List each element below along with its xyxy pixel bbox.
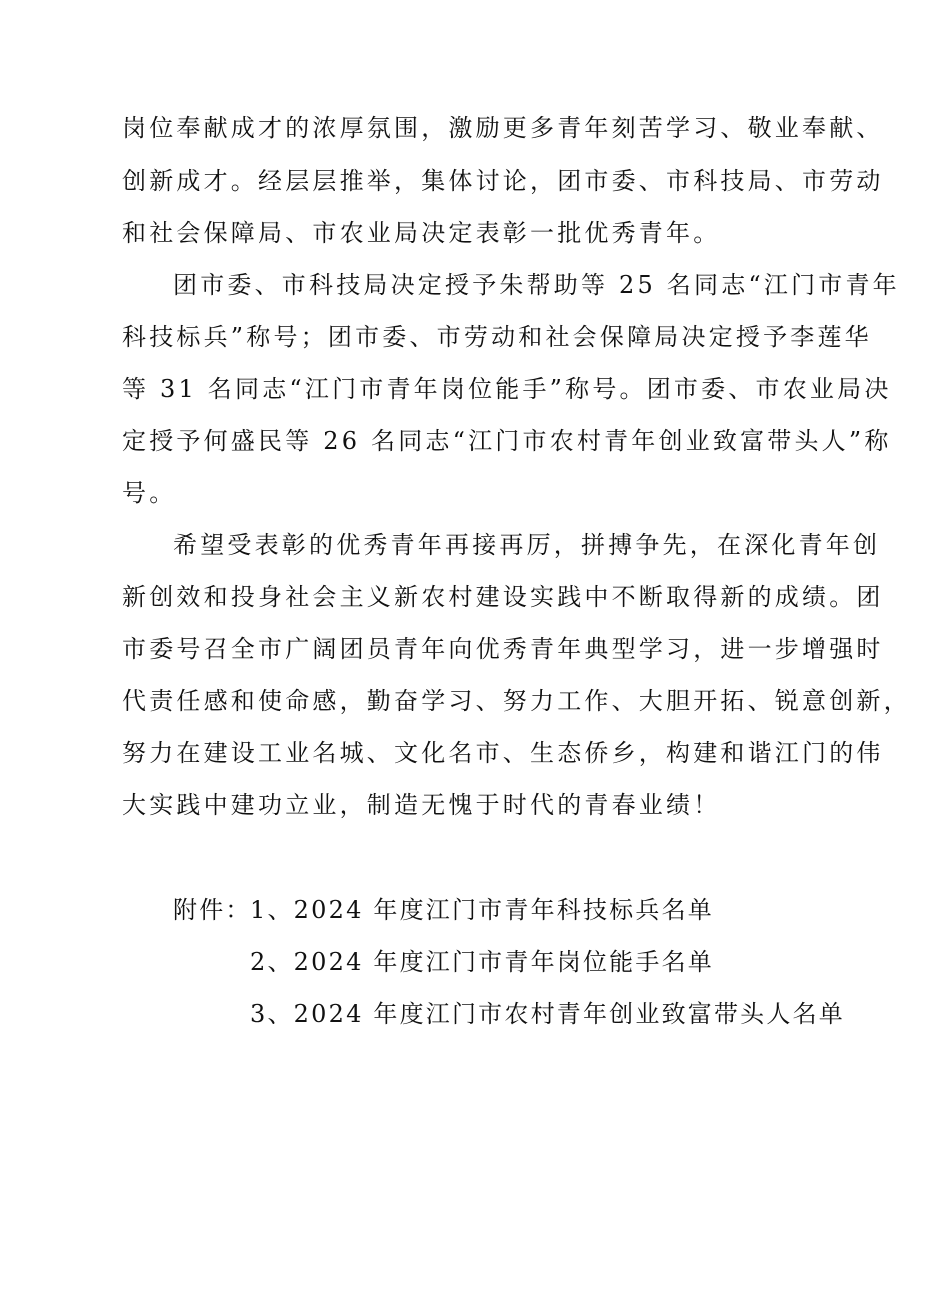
paragraph-2-line-5: 号。 (122, 479, 177, 507)
paragraph-3-line-3: 市委号召全市广阔团员青年向优秀青年典型学习，进一步增强时 (122, 635, 884, 663)
paragraph-2-line-2: 科技标兵”称号；团市委、市劳动和社会保障局决定授予李莲华 (122, 323, 872, 351)
attachment-item-1: 1、2024 年度江门市青年科技标兵名单 (250, 896, 714, 924)
paragraph-3-line-5: 努力在建设工业名城、文化名市、生态侨乡，构建和谐江门的伟 (122, 739, 884, 767)
paragraph-2-line-1: 团市委、市科技局决定授予朱帮助等 25 名同志“江门市青年 (173, 271, 900, 299)
paragraph-3-line-4: 代责任感和使命感，勤奋学习、努力工作、大胆开拓、锐意创新， (122, 687, 911, 715)
paragraph-1-line-3: 和社会保障局、市农业局决定表彰一批优秀青年。 (122, 219, 721, 247)
attachment-item-2: 2、2024 年度江门市青年岗位能手名单 (250, 948, 714, 976)
paragraph-1-line-1: 岗位奉献成才的浓厚氛围，激励更多青年刻苦学习、敬业奉献、 (122, 114, 884, 142)
attachment-item-3: 3、2024 年度江门市农村青年创业致富带头人名单 (250, 1000, 845, 1028)
paragraph-2-line-4: 定授予何盛民等 26 名同志“江门市农村青年创业致富带头人”称 (122, 427, 892, 455)
paragraph-3-line-1: 希望受表彰的优秀青年再接再厉，拼搏争先，在深化青年创 (173, 531, 881, 559)
paragraph-3-line-6: 大实践中建功立业，制造无愧于时代的青春业绩！ (122, 791, 721, 819)
attachments-label: 附件： (173, 896, 252, 924)
paragraph-3-line-2: 新创效和投身社会主义新农村建设实践中不断取得新的成绩。团 (122, 583, 884, 611)
paragraph-2-line-3: 等 31 名同志“江门市青年岗位能手”称号。团市委、市农业局决 (122, 375, 892, 403)
paragraph-1-line-2: 创新成才。经层层推举，集体讨论，团市委、市科技局、市劳动 (122, 167, 884, 195)
